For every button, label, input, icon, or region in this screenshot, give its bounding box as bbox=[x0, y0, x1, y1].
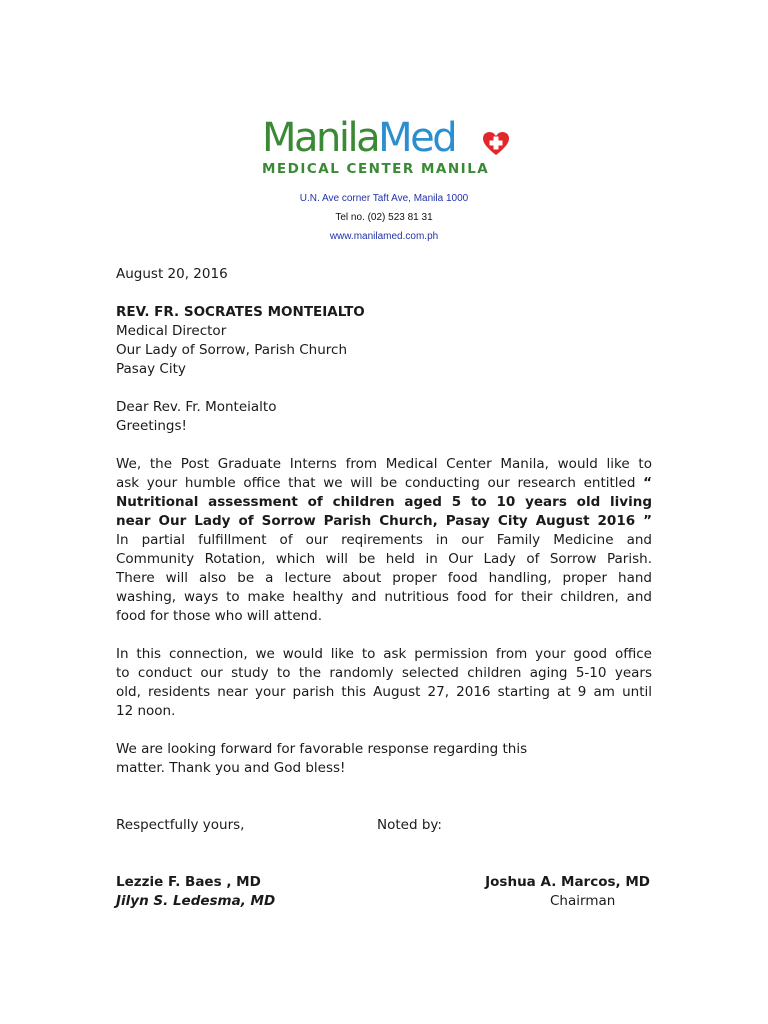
closing-respectfully: Respectfully yours, bbox=[116, 817, 245, 833]
body-paragraph-3 bbox=[116, 740, 652, 778]
recipient-organization: Our Lady of Sorrow, Parish Church bbox=[116, 342, 348, 358]
body-paragraph-1 bbox=[116, 455, 652, 626]
signatory-2: Jilyn S. Ledesma, MD bbox=[116, 893, 276, 909]
medical-cross-icon bbox=[483, 132, 509, 156]
logo-wordmark bbox=[262, 115, 456, 161]
recipient-city: Pasay City bbox=[116, 361, 186, 377]
logo-subtitle: MEDICAL CENTER MANILA bbox=[262, 161, 490, 177]
paragraph-line: In partial fulfillment of our reqirements in our Family Medicine and bbox=[116, 532, 652, 548]
paragraph-line: matter. Thank you and God bless! bbox=[116, 760, 346, 776]
line-text: ask your humble office that we will be conducting our research entitled bbox=[116, 475, 636, 491]
paragraph-line: We are looking forward for favorable response regarding this bbox=[116, 741, 528, 757]
letter-date: August 20, 2016 bbox=[116, 266, 228, 282]
greeting: Greetings! bbox=[116, 418, 187, 434]
recipient-title: Medical Director bbox=[116, 323, 227, 339]
letterhead-phone: Tel no. (02) 523 81 31 bbox=[335, 212, 433, 223]
recipient-name: REV. FR. SOCRATES MONTEIALTO bbox=[116, 304, 365, 320]
paragraph-line: food for those who will attend. bbox=[116, 608, 323, 624]
research-title-line: Nutritional assessment of children aged 5 to 10 years old living bbox=[116, 494, 652, 510]
paragraph-line: We, the Post Graduate Interns from Medical Center Manila, would like to bbox=[116, 456, 652, 472]
letterhead-address: U.N. Ave corner Taft Ave, Manila 1000 bbox=[299, 193, 469, 204]
paragraph-line bbox=[116, 474, 652, 493]
signatory-1: Lezzie F. Baes , MD bbox=[116, 874, 261, 890]
paragraph-line: washing, ways to make healthy and nutritious food for their children, and bbox=[116, 589, 652, 605]
salutation: Dear Rev. Fr. Monteialto bbox=[116, 399, 277, 415]
paragraph-line: Community Rotation, which will be held in Our Lady of Sorrow Parish. bbox=[116, 551, 652, 567]
research-title-line: near Our Lady of Sorrow Parish Church, Pasay City August 2016 ” bbox=[116, 513, 652, 529]
paragraph-line: to conduct our study to the randomly selected children aging 5-10 years bbox=[116, 665, 652, 681]
paragraph-line: 12 noon. bbox=[116, 703, 176, 719]
closing-noted-by: Noted by: bbox=[377, 817, 442, 833]
paragraph-line: In this connection, we would like to ask permission from your good office bbox=[116, 646, 652, 662]
logo-word-manila: Manila bbox=[262, 115, 379, 161]
logo-word-med: Med bbox=[378, 115, 456, 161]
noted-by-name: Joshua A. Marcos, MD bbox=[485, 874, 650, 890]
manilamed-logo bbox=[262, 115, 512, 180]
paragraph-line: There will also be a lecture about proper food handling, proper hand bbox=[116, 570, 652, 586]
body-paragraph-2 bbox=[116, 645, 652, 721]
paragraph-line: old, residents near your parish this August 27, 2016 starting at 9 am until bbox=[116, 684, 652, 700]
open-quote: “ bbox=[643, 475, 652, 491]
noted-by-title: Chairman bbox=[550, 893, 616, 909]
letterhead-website[interactable]: www.manilamed.com.ph bbox=[329, 231, 439, 242]
